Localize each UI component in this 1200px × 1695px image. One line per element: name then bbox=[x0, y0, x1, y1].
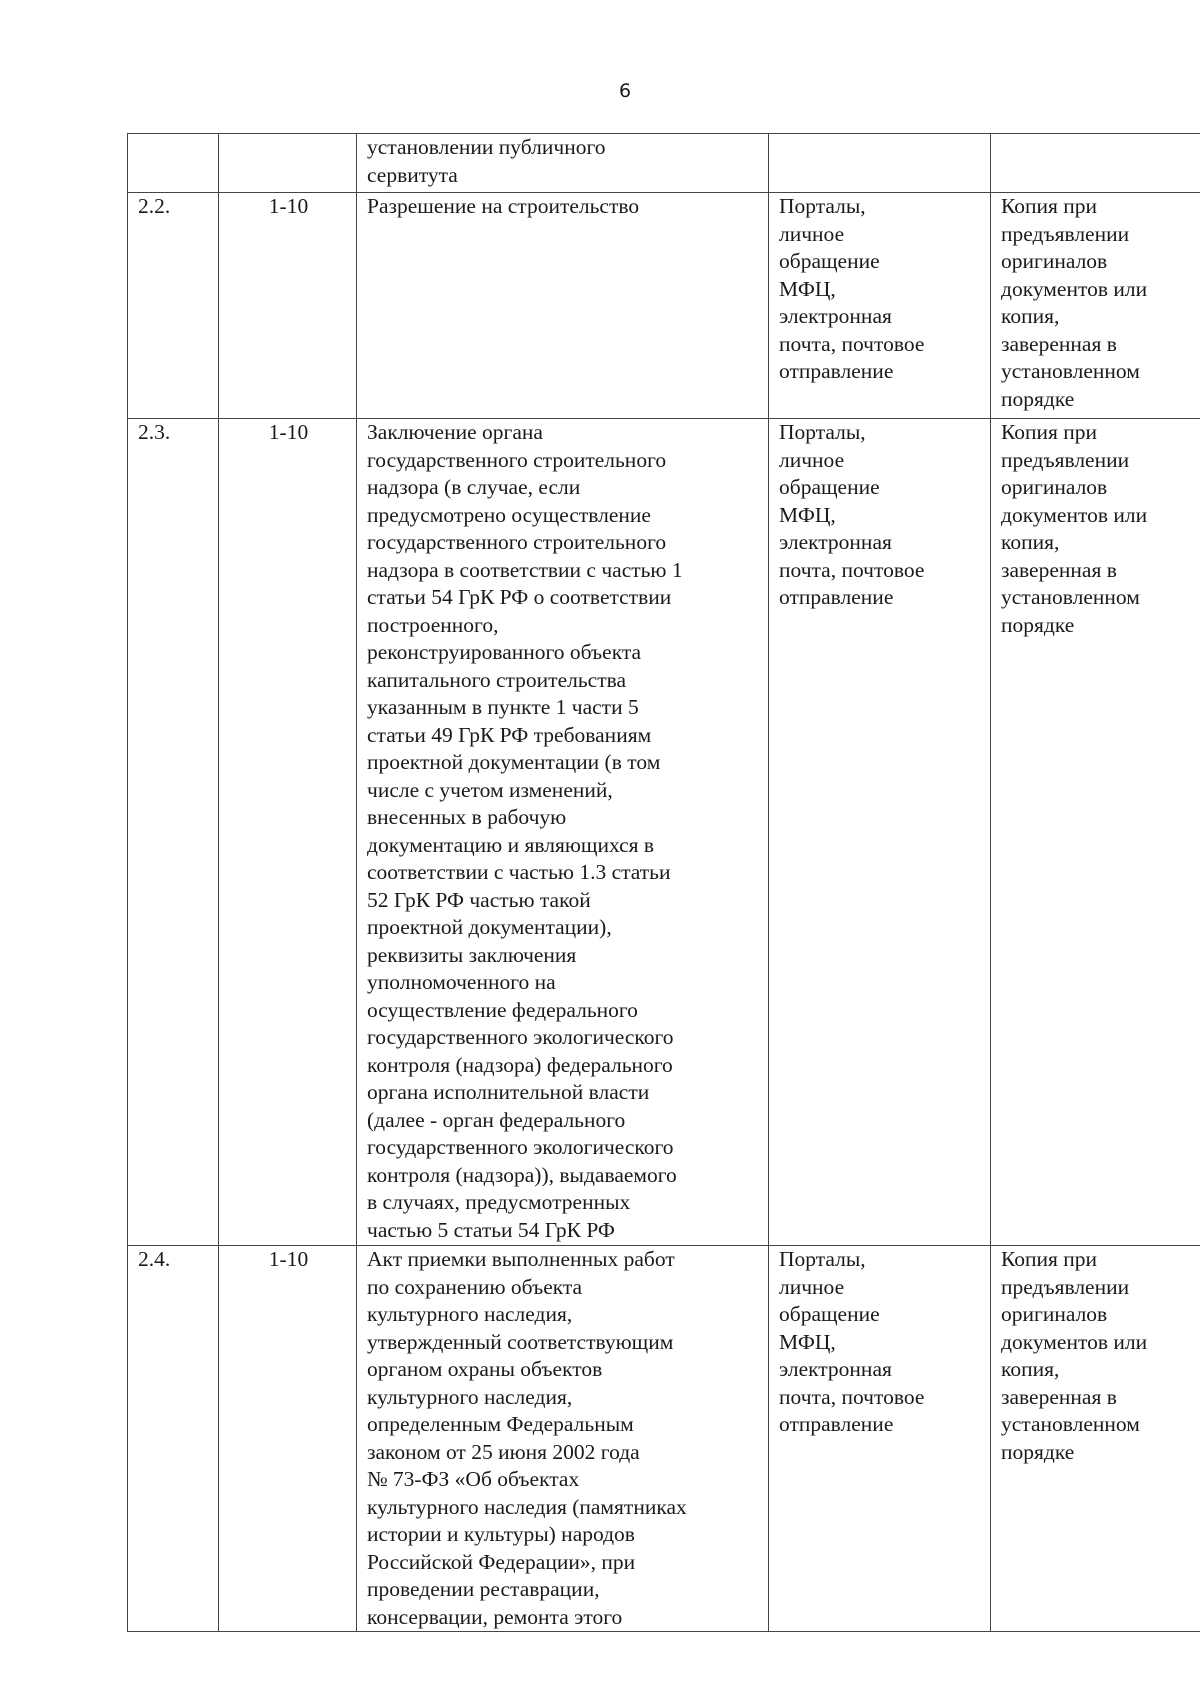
table-row bbox=[128, 419, 1200, 1246]
submission-method-cell bbox=[769, 134, 991, 193]
table-row bbox=[128, 1246, 1200, 1632]
document-name-cell: установлении публичного сервитута bbox=[357, 134, 769, 193]
document-form-cell bbox=[991, 134, 1200, 193]
submission-method-cell: Порталы, личное обращение МФЦ, электронная почта, почтовое отправление bbox=[769, 419, 991, 1246]
table-row bbox=[128, 193, 1200, 419]
document-form-cell: Копия при предъявлении оригиналов документов или копия, заверенная в установленном порядке bbox=[991, 1246, 1200, 1632]
page-number: 6 bbox=[618, 80, 632, 102]
document-form-cell: Копия при предъявлении оригиналов документов или копия, заверенная в установленном порядке bbox=[991, 193, 1200, 419]
row-number-cell: 2.3. bbox=[128, 419, 219, 1246]
row-number-cell bbox=[128, 134, 219, 193]
submission-method-cell: Порталы, личное обращение МФЦ, электронная почта, почтовое отправление bbox=[769, 1246, 991, 1632]
row-number-cell: 2.4. bbox=[128, 1246, 219, 1632]
documents-table bbox=[127, 133, 1200, 1632]
document-form-cell: Копия при предъявлении оригиналов документов или копия, заверенная в установленном порядке bbox=[991, 419, 1200, 1246]
table-row bbox=[128, 134, 1200, 193]
submission-method-cell: Порталы, личное обращение МФЦ, электронная почта, почтовое отправление bbox=[769, 193, 991, 419]
document-name-cell: Акт приемки выполненных работ по сохранению объекта культурного наследия, утвержденный соответствующим органом охраны объектов культурного наследия, определенным Федеральным законом от 25 июня 2002 года № 73-ФЗ «Об объектах культурного наследия (памятниках истории и культуры) народов Российской Федерации», при проведении реставрации, консервации, ремонта этого bbox=[357, 1246, 769, 1632]
document-name-cell: Разрешение на строительство bbox=[357, 193, 769, 419]
row-range-cell: 1-10 bbox=[219, 193, 357, 419]
row-range-cell: 1-10 bbox=[219, 419, 357, 1246]
document-name-cell: Заключение органа государственного строительного надзора (в случае, если предусмотрено осуществление государственного строительного надзора в соответствии с частью 1 статьи 54 ГрК РФ о соответствии построенного, реконструированного объекта капитального строительства указанным в пункте 1 части 5 статьи 49 ГрК РФ требованиям проектной документации (в том числе с учетом изменений, внесенных в рабочую документацию и являющихся в соответствии с частью 1.3 статьи 52 ГрК РФ частью такой проектной документации), реквизиты заключения уполномоченного на осуществление федерального государственного экологического контроля (надзора) федерального органа исполнительной власти (далее - орган федерального государственного экологического контроля (надзора)), выдаваемого в случаях, предусмотренных частью 5 статьи 54 ГрК РФ bbox=[357, 419, 769, 1246]
row-number-cell: 2.2. bbox=[128, 193, 219, 419]
row-range-cell: 1-10 bbox=[219, 1246, 357, 1632]
row-range-cell bbox=[219, 134, 357, 193]
